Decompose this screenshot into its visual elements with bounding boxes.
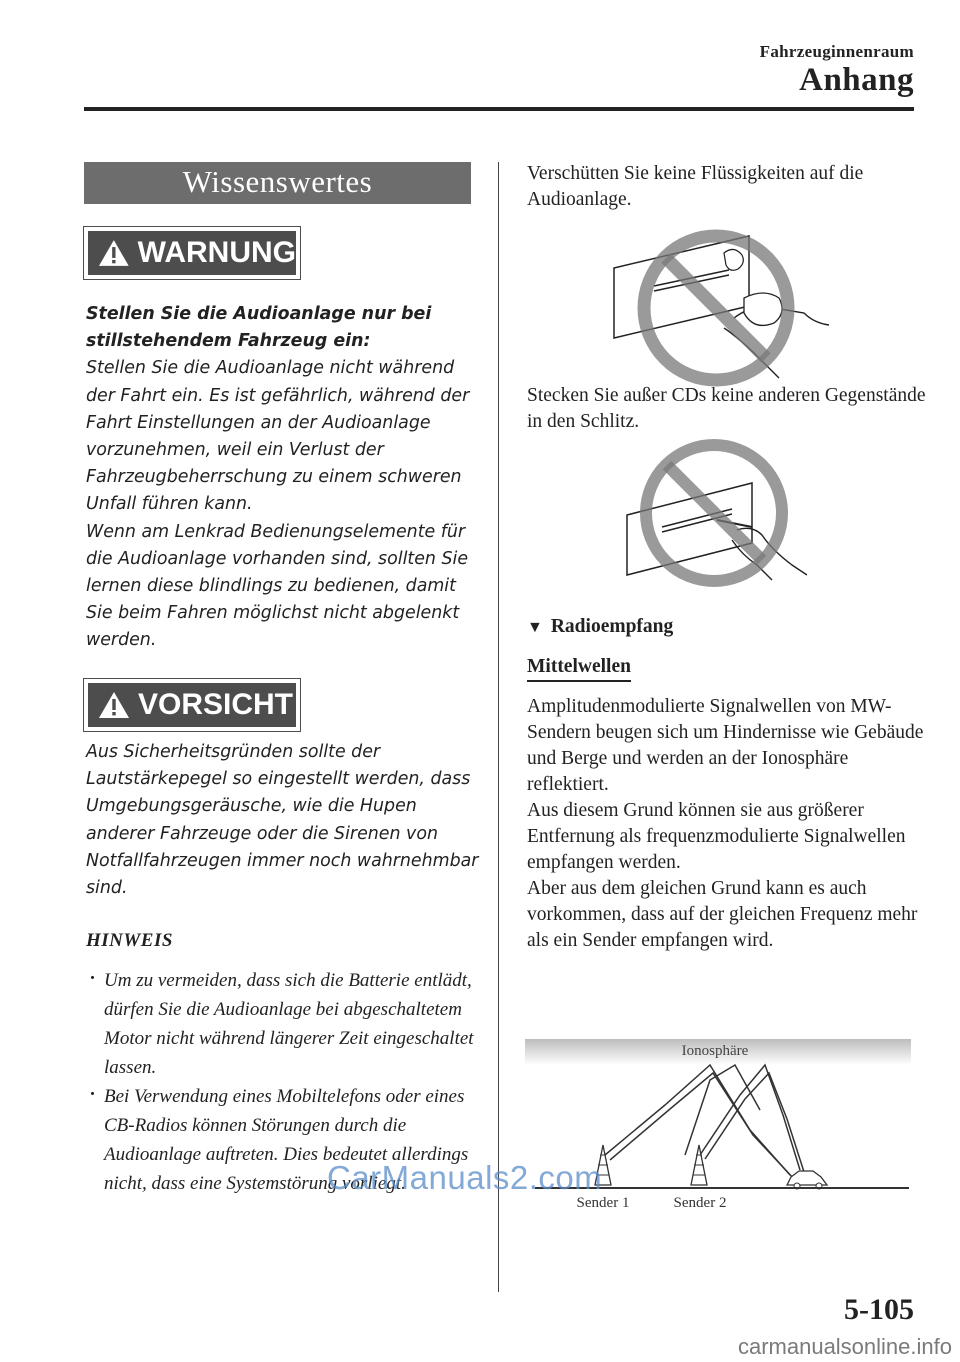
mw-text-1: Amplitudenmodulierte Signalwellen von MW-Sendern beugen sich um Hindernisse wie Gebäude und Berge und werden an der Ionosphäre reflektiert. [527, 696, 924, 795]
watermark-left: CarManuals2.com [327, 1159, 603, 1196]
radio-heading [527, 616, 673, 638]
no-objects-illustration [622, 435, 807, 590]
section-banner: Wissenswertes [84, 162, 471, 204]
ionosphere-label: Ionosphäre [681, 1043, 749, 1059]
warning-badge [84, 227, 300, 279]
mw-text-3: Aber aus dem gleichen Grund kann es auch vorkommen, dass auf der gleichen Frequenz mehr als ein Sender empfangen wird. [527, 878, 918, 951]
hinweis-item: · Bei Verwendung eines Mobiltelefons oder eines CB-Radios können Störungen durch die Audioanlage auftreten. Dies bedeutet allerdings nicht, dass eine Systemstörung vorliegt. [86, 1082, 486, 1198]
warning-text [86, 301, 481, 655]
radio-heading-text: Radioempfang [550, 616, 674, 637]
triangle-down-icon: ▼ [527, 619, 543, 636]
car-icon [787, 1171, 827, 1189]
warning-body-2: Wenn am Lenkrad Bedienungselemente für die Audioanlage vorhanden sind, sollten Sie lernen diese blindlings zu bedienen, damit Sie beim Fahren möglichst nicht abgelenkt werden. [86, 521, 469, 651]
watermark-bottom: carmanualsonline.info [737, 1334, 952, 1359]
header-rule [84, 107, 914, 111]
no-liquid-illustration [604, 228, 834, 388]
header-section-label: Fahrzeuginnenraum [759, 42, 914, 61]
warning-triangle-icon [98, 239, 130, 267]
mw-text-2: Aus diesem Grund können sie aus größerer Entfernung als frequenzmodulierte Signalwellen empfangen werden. [527, 800, 906, 873]
column-divider [498, 162, 499, 1292]
sender-2-label: Sender 2 [673, 1195, 727, 1211]
mw-heading: Mittelwellen [527, 656, 631, 682]
header-chapter-title: Anhang [799, 62, 914, 98]
caution-triangle-icon [98, 691, 130, 719]
tower-2-icon [691, 1145, 707, 1185]
liquid-warning-text: Verschütten Sie keine Flüssigkeiten auf die Audioanlage. [527, 163, 864, 210]
slot-warning-text: Stecken Sie außer CDs keine anderen Gegenstände in den Schlitz. [527, 385, 926, 432]
warning-body: Stellen Sie die Audioanlage nicht während der Fahrt ein. Es ist gefährlich, während der Fahrt Einstellungen an der Audioanlage vorzunehmen, weil ein Verlust der Fahrzeugbeherrschung zu einem schweren Unfall führen kann. [86, 358, 470, 515]
caution-text: Aus Sicherheitsgründen sollte der Lautstärkepegel so eingestellt werden, dass Umgebungsgeräusche, wie die Hupen anderer Fahrzeuge oder die Sirenen von Notfallfahrzeugen immer noch wahrnehmbar sind. [86, 742, 479, 899]
mw-text [527, 694, 927, 954]
warning-label: WARNUNG [137, 236, 296, 269]
sender-1-label: Sender 1 [576, 1195, 630, 1211]
page-number: 5-105 [844, 1293, 914, 1326]
warning-heading: Stellen Sie die Audioanlage nur bei stillstehendem Fahrzeug ein: [86, 304, 432, 352]
caution-badge [84, 679, 300, 731]
hinweis-item: · Um zu vermeiden, dass sich die Batterie entlädt, dürfen Sie die Audioanlage bei abgeschaltetem Motor nicht während längerer Zeit eingeschaltet lassen. [86, 966, 486, 1082]
hinweis-heading: HINWEIS [86, 930, 173, 951]
caution-label: VORSICHT [138, 688, 294, 721]
